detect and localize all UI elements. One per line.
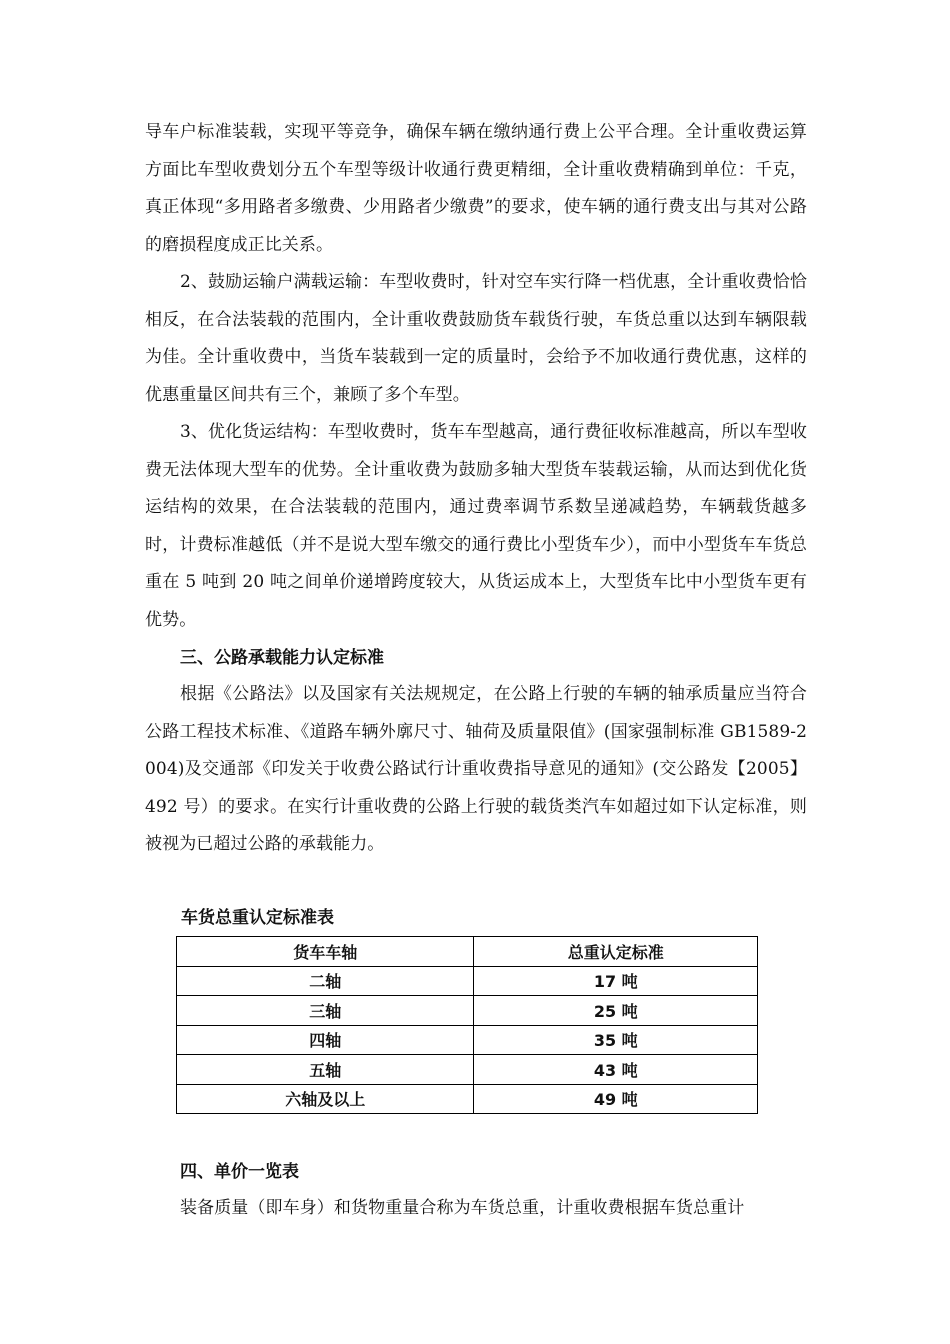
table-cell-weight: 25 吨 [474, 996, 758, 1026]
paragraph-freight-structure: 3、优化货运结构：车型收费时，货车车型越高，通行费征收标准越高，所以车型收费无法体现大型车的优势。全计重收费为鼓励多轴大型货车装载运输，从而达到优化货运结构的效果，在合法装载的范围内，通过费率调节系数呈递减趋势，车辆载货越多时，计费标准越低（并不是说大型车缴交的通行费比小型货车少），而中小型货车车货总重在 5 吨到 20 吨之间单价递增跨度较大，从货运成本上，大型货车比中小型货车更有优势。 [145, 422, 807, 630]
table-cell-axle: 二轴 [177, 966, 474, 996]
table-row [177, 1025, 758, 1055]
table-cell-axle: 六轴及以上 [177, 1084, 474, 1114]
table-cell-axle: 四轴 [177, 1025, 474, 1055]
section-heading-unit-price: 四、单价一览表 [180, 1162, 299, 1182]
table-cell-weight: 17 吨 [474, 966, 758, 996]
table-row [177, 996, 758, 1026]
paragraph-full-load: 2、鼓励运输户满载运输：车型收费时，针对空车实行降一档优惠，全计重收费恰恰相反，在合法装载的范围内，全计重收费鼓励货车载货行驶，车货总重以达到车辆限载为佳。全计重收费中，当货车装载到一定的质量时，会给予不加收通行费优惠，这样的优惠重量区间共有三个，兼顾了多个车型。 [145, 272, 807, 405]
table-row [177, 1055, 758, 1085]
table-cell-axle: 五轴 [177, 1055, 474, 1085]
table-caption: 车货总重认定标准表 [181, 908, 334, 928]
table-header-axle: 货车车轴 [177, 937, 474, 967]
table-cell-axle: 三轴 [177, 996, 474, 1026]
table-row [177, 966, 758, 996]
table-cell-weight: 43 吨 [474, 1055, 758, 1085]
weight-standard-table [176, 936, 758, 1114]
table-header-weight: 总重认定标准 [474, 937, 758, 967]
paragraph-fairness: 导车户标准装载，实现平等竞争，确保车辆在缴纳通行费上公平合理。全计重收费运算方面比车型收费划分五个车型等级计收通行费更精细，全计重收费精确到单位：千克，真正体现“多用路者多缴费、少用路者少缴费”的要求，使车辆的通行费支出与其对公路的磨损程度成正比关系。 [145, 122, 807, 255]
table-cell-weight: 49 吨 [474, 1084, 758, 1114]
table-cell-weight: 35 吨 [474, 1025, 758, 1055]
table-header-row [177, 937, 758, 967]
paragraph-total-weight: 装备质量（即车身）和货物重量合称为车货总重，计重收费根据车货总重计 [180, 1198, 745, 1218]
table-row [177, 1084, 758, 1114]
paragraph-legal-basis: 根据《公路法》以及国家有关法规规定，在公路上行驶的车辆的轴承质量应当符合公路工程技术标准、《道路车辆外廓尺寸、轴荷及质量限值》(国家强制标准 GB1589-2004)及交通部《印发关于收费公路试行计重收费指导意见的通知》(交公路发【2005】492 号）的要求。在实行计重收费的公路上行驶的载货类汽车如超过如下认定标准，则被视为已超过公路的承载能力。 [145, 684, 807, 854]
section-heading-bearing-capacity: 三、公路承载能力认定标准 [180, 648, 384, 668]
